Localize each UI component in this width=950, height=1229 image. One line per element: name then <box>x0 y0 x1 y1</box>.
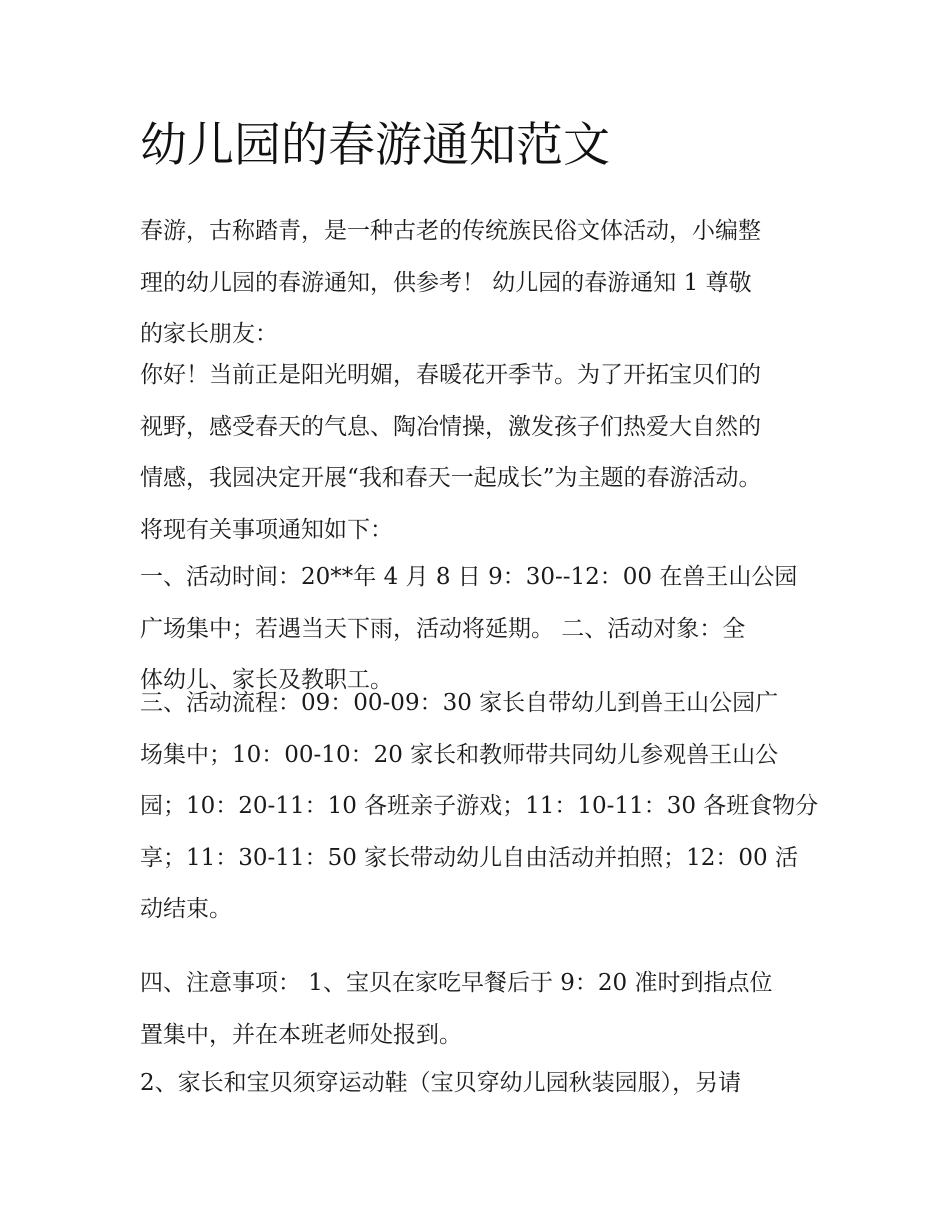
text-line: 2、家长和宝贝须穿运动鞋（宝贝穿幼儿园秋装园服），另请 <box>140 1070 742 1096</box>
text-line: 体幼儿、家长及教职工。 <box>140 667 393 693</box>
text-line: 享；11：30-11：50 家长带动幼儿自由活动并拍照；12：00 活 <box>140 844 798 871</box>
text-line: 场集中；10：00-10：20 家长和教师带共同幼儿参观兽王山公 <box>140 741 779 768</box>
paragraph-schedule <box>140 678 820 936</box>
text-line: 动结束。 <box>140 896 232 922</box>
text-line: 四、注意事项： 1、宝贝在家吃早餐后于 9：20 准时到指点位 <box>140 970 773 996</box>
paragraph-greeting <box>140 350 820 556</box>
text-line: 你好！当前正是阳光明媚，春暖花开季节。为了开拓宝贝们的 <box>140 362 761 388</box>
text-line: 理的幼儿园的春游通知，供参考！ 幼儿园的春游通知 1 尊敬 <box>140 269 752 296</box>
text-line: 园；10：20-11：10 各班亲子游戏；11：10-11：30 各班食物分 <box>140 793 819 819</box>
text-line: 一、活动时间：20**年 4 月 8 日 9：30--12：00 在兽王山公园 <box>140 564 798 590</box>
page-title: 幼儿园的春游通知范文 <box>140 118 610 173</box>
text-line: 将现有关事项通知如下： <box>140 516 393 543</box>
paragraph-clothing <box>140 1058 820 1110</box>
paragraph-intro <box>140 206 820 361</box>
text-line: 置集中，并在本班老师处报到。 <box>140 1021 462 1048</box>
text-line: 的家长朋友： <box>140 321 278 347</box>
text-line: 三、活动流程：09：00-09：30 家长自带幼儿到兽王山公园广 <box>140 690 779 716</box>
text-line: 春游，古称踏青，是一种古老的传统族民俗文体活动，小编整 <box>140 218 761 244</box>
text-line: 广场集中；若遇当天下雨，活动将延期。 二、活动对象：全 <box>140 615 746 642</box>
text-line: 视野，感受春天的气息、陶冶情操，激发孩子们热爱大自然的 <box>140 413 761 440</box>
text-line: 情感，我园决定开展“我和春天一起成长”为主题的春游活动。 <box>140 465 762 491</box>
paragraph-notes <box>140 958 820 1061</box>
